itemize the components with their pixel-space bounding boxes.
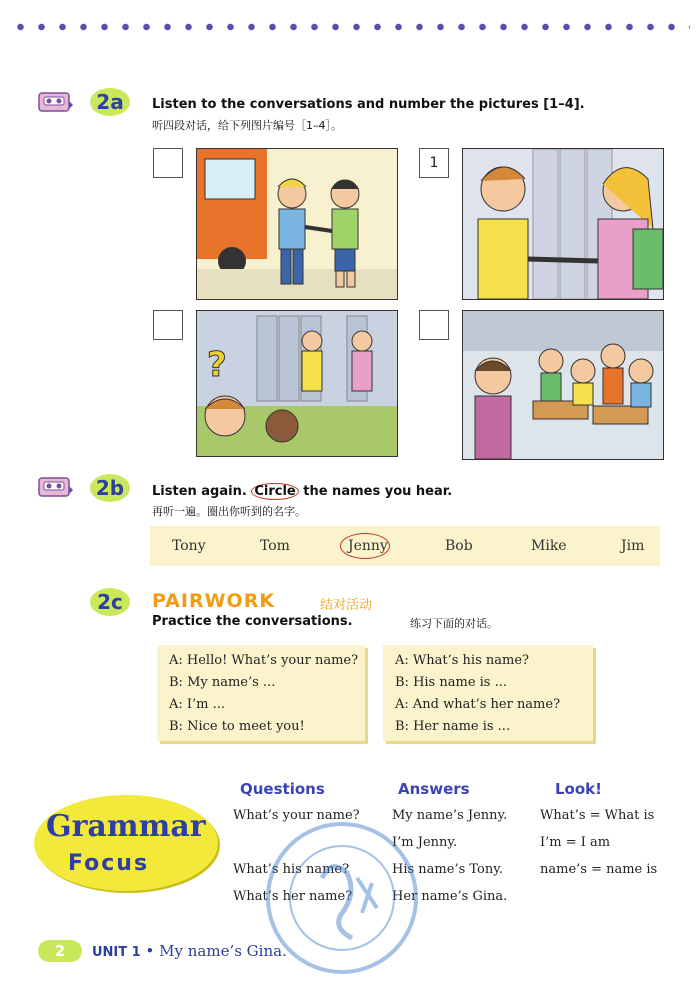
conversation-line: A: Hello! What’s your name? [169, 653, 359, 668]
conversation-box-1 [157, 645, 365, 741]
conversation-line: B: His name is ... [395, 675, 507, 690]
answer-item: Her name’s Gina. [392, 889, 508, 904]
name-option-jim[interactable]: Jim [621, 538, 645, 554]
question-item: What’s your name? [233, 808, 360, 823]
section-2c-badge: 2c [90, 588, 130, 616]
answer-item: My name’s Jenny. [392, 808, 508, 823]
page-number: 2 [38, 940, 82, 962]
instruction-suffix: the names you hear. [303, 484, 453, 499]
name-option-jenny[interactable]: Jenny [348, 538, 388, 554]
decorative-dot-border [10, 22, 690, 32]
conversation-line: A: What’s his name? [395, 653, 529, 668]
pairwork-title: PAIRWORK [152, 590, 276, 612]
pairwork-title-cn: 结对活动 [320, 598, 373, 613]
picture-girl-boy-lockers [462, 148, 664, 300]
svg-text:?: ? [207, 345, 227, 385]
conversation-line: A: And what’s her name? [395, 697, 561, 712]
conversation-line: B: My name’s ... [169, 675, 276, 690]
section-2b-instruction [152, 484, 452, 499]
conversation-line: B: Her name is ... [395, 719, 511, 734]
look-header: Look! [555, 780, 602, 798]
conversation-box-2 [383, 645, 593, 741]
picture-number-box-2[interactable]: 1 [419, 148, 449, 178]
footer-unit-title [92, 942, 287, 960]
section-2c-instruction-cn: 练习下面的对话。 [410, 617, 498, 630]
cassette-icon [38, 91, 74, 115]
picture-number-box-4[interactable] [419, 310, 449, 340]
section-2a-instruction: Listen to the conversations and number the pictures [1–4]. [152, 97, 585, 112]
question-item: What’s her name? [233, 889, 353, 904]
focus-title: Focus [68, 851, 150, 876]
grammar-focus-badge [34, 795, 218, 891]
picture-number-box-1[interactable] [153, 148, 183, 178]
look-item: I’m = I am [540, 835, 611, 850]
names-band [150, 526, 660, 566]
questions-header: Questions [240, 780, 325, 798]
name-option-tom[interactable]: Tom [260, 538, 290, 554]
conversation-line: B: Nice to meet you! [169, 719, 305, 734]
grammar-title: Grammar [46, 809, 206, 844]
picture-confused-kids [196, 310, 398, 457]
footer-unit: UNIT 1 [92, 945, 141, 960]
section-2c-instruction: Practice the conversations. [152, 614, 353, 629]
picture-number-box-3[interactable] [153, 310, 183, 340]
look-item: What’s = What is [540, 808, 655, 823]
footer-title: My name’s Gina. [159, 942, 287, 960]
question-item: What’s his name? [233, 862, 350, 877]
conversation-line: A: I’m ... [169, 697, 226, 712]
name-option-bob[interactable]: Bob [445, 538, 473, 554]
answer-item: His name’s Tony. [392, 862, 503, 877]
footer-bullet: • [145, 942, 155, 960]
answers-header: Answers [398, 780, 470, 798]
picture-boys-greeting [196, 148, 398, 300]
name-option-mike[interactable]: Mike [531, 538, 567, 554]
answer-item: I’m Jenny. [392, 835, 458, 850]
circle-word: Circle [251, 483, 298, 500]
look-item: name’s = name is [540, 862, 658, 877]
name-option-tony[interactable]: Tony [172, 538, 206, 554]
section-2b-instruction-cn: 再听一遍。圈出你听到的名字。 [152, 505, 306, 518]
section-2a-badge: 2a [90, 88, 130, 116]
instruction-prefix: Listen again. [152, 484, 247, 499]
cassette-icon [38, 476, 74, 500]
section-2b-badge: 2b [90, 474, 130, 502]
picture-classroom-teacher [462, 310, 664, 460]
section-2a-instruction-cn: 听四段对话，给下列图片编号［1–4］。 [152, 119, 342, 132]
